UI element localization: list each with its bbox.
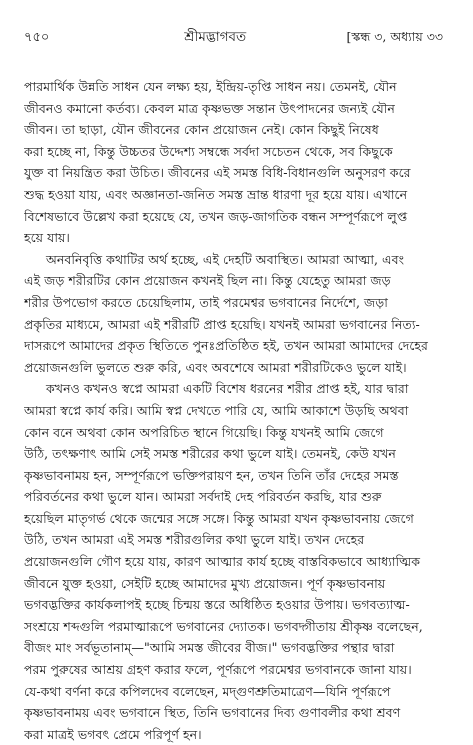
text-line: কোন বনে অথবা কোন অপরিচিত স্থানে গিয়েছি। কিন্তু যখনই আমি জেগে	[24, 424, 384, 440]
text-line: পরিবর্তনের কথা ভুলে যান। আমরা সর্বদাই দেহ পরিবর্তন করছি, যার শুরু	[24, 489, 382, 505]
text-line: পারমার্থিক উন্নতি সাধন যেন লক্ষ্য হয়, ইন্দ্রিয়-তৃপ্তি সাধন নয়। তেমনই, যৌন	[24, 79, 397, 94]
text-line: বিশেষভাবে উল্লেখ করা হয়েছে যে, তখন জড়-জাগতিক বন্ধন সম্পূর্ণরূপে লুপ্ত	[24, 208, 408, 224]
chapter-reference: [স্কন্ধ ৩, অধ্যায় ৩৩	[346, 29, 443, 44]
book-title: শ্রীমদ্ভাগবত	[184, 29, 247, 45]
text-line: এই জড় শরীরটির কোন প্রয়োজন কখনই ছিল না। কিন্তু যেহেতু আমরা জড়	[24, 273, 391, 289]
text-line: যে-কথা বর্ণনা করে কপিলদেব বলেছেন, মদ্গুণশ্রুতিমাত্রেণ—যিনি পূর্ণরূপে	[24, 683, 391, 699]
text-line: জীবনও কমানো কর্তব্য। কেবল মাত্র কৃষ্ণভক্ত সন্তান উৎপাদনের জন্যই যৌন	[24, 100, 395, 116]
text-line: অনবনিবৃত্তি কথাটির অর্থ হচ্ছে, এই দেহটি অবাস্থিত। আমরা আত্মা, এবং	[46, 251, 405, 267]
text-line: কৃষ্ণভাবনাময় হন, সম্পূর্ণরূপে ভক্তিপরায়ণ হন, তখন তিনি তাঁর দেহের সমস্ত	[24, 467, 399, 483]
text-line: করা মাত্রই ভগবৎ প্রেমে পরিপূর্ণ হন।	[24, 726, 202, 742]
text-line: দাসরূপে আমাদের প্রকৃত স্থিতিতে পুনঃপ্রতিষ্ঠিত হই, তখন আমরা আমাদের দেহের	[24, 338, 428, 354]
text-line: কখনও কখনও স্বপ্নে আমরা একটি বিশেষ ধরনের শরীর প্রাপ্ত হই, যার দ্বারা	[46, 381, 409, 397]
text-line: উঠি, তৎক্ষণাৎ আমি সেই সমস্ত শরীরের কথা ভুলে যাই। তেমনই, কেউ যখন	[24, 446, 396, 462]
text-line: পরম পুরুষের আশ্রয় গ্রহণ করার ফলে, পূর্ণরূপে পরমেশ্বর ভগবানকে জানা যায়।	[24, 662, 412, 678]
text-line: ভগবদ্ভক্তির কার্যকলাপই হচ্ছে চিন্ময় স্তরে অধিষ্ঠিত হওয়ার উপায়। ভগবত্যাত্ম-	[24, 597, 410, 613]
text-line: কৃষ্ণভাবনাময় এবং ভগবানে স্থিত, তিনি ভগবানের দিব্য গুণাবলীর কথা শ্রবণ	[24, 705, 401, 721]
text-line: যুক্ত বা নিয়ন্ত্রিত করা উচিত। জীবনের এই সমস্ত বিধি-বিধানগুলি অনুসরণ করে	[24, 165, 411, 181]
text-line: করা হচ্ছে না, কিন্তু উচ্চতর উদ্দেশ্য সম্বন্ধে সর্বদা সচেতন থেকে, সব কিছুকে	[24, 143, 393, 159]
running-head	[24, 26, 443, 48]
text-line: হয়ে যায়।	[24, 230, 70, 246]
text-line: বীজং মাং সর্বভূতানাম্‌—"আমি সমস্ত জীবের বীজ।" ভগবদ্ভক্তির পন্থার দ্বারা	[24, 640, 395, 656]
text-line: জীবন। তা ছাড়া, যৌন জীবনের কোন প্রয়োজন নেই। কোন কিছুই নিষেধ	[24, 122, 379, 138]
text-line: প্রকৃতির মাধ্যমে, আমরা এই শরীরটি প্রাপ্ত হয়েছি। যখনই আমরা ভগবানের নিত্য-	[24, 316, 420, 332]
text-line: আমরা স্বপ্নে কার্য করি। আমি স্বপ্ন দেখতে পারি যে, আমি আকাশে উড়ছি অথবা	[24, 402, 409, 418]
text-line: হয়েছিল মাতৃগর্ভ থেকে জন্মের সঙ্গে সঙ্গে। কিন্তু আমরা যখন কৃষ্ণভাবনায় জেগে	[24, 510, 414, 526]
text-line: সংশ্রয়ে শব্দগুলি পরমাত্মারূপে ভগবানের দ্যোতক। ভগবদ্গীতায় শ্রীকৃষ্ণ বলেছেন,	[24, 618, 423, 634]
body-text	[24, 76, 443, 745]
text-line: প্রয়োজনগুলি ভুলতে শুরু করি, এবং অবশেষে আমরা শরীরটিকেও ভুলে যাই।	[24, 359, 407, 375]
text-line: জীবনে যুক্ত হওয়া, সেইটি হচ্ছে আমাদের মুখ্য প্রয়োজন। পূর্ণ কৃষ্ণভাবনায়	[24, 575, 386, 591]
text-line: উঠি, তখন আমরা এই সমস্ত শরীরগুলির কথা ভুলে যাই। তখন দেহের	[24, 532, 365, 548]
text-line: শরীর উপভোগ করতে চেয়েছিলাম, তাই পরমেশ্বর ভগবানের নির্দেশে, জড়া	[24, 294, 388, 310]
text-line: শুদ্ধ হওয়া যায়, এবং অজ্ঞানতা-জনিত সমস্ত ভ্রান্ত ধারণা দূর হয়ে যায়। এখানে	[24, 186, 408, 202]
page-number: ৭৫০	[24, 30, 50, 45]
text-line: প্রয়োজনগুলি গৌণ হয়ে যায়, কারণ আত্মার কার্য হচ্ছে বাস্তবিকভাবে আধ্যাত্মিক	[24, 554, 421, 570]
